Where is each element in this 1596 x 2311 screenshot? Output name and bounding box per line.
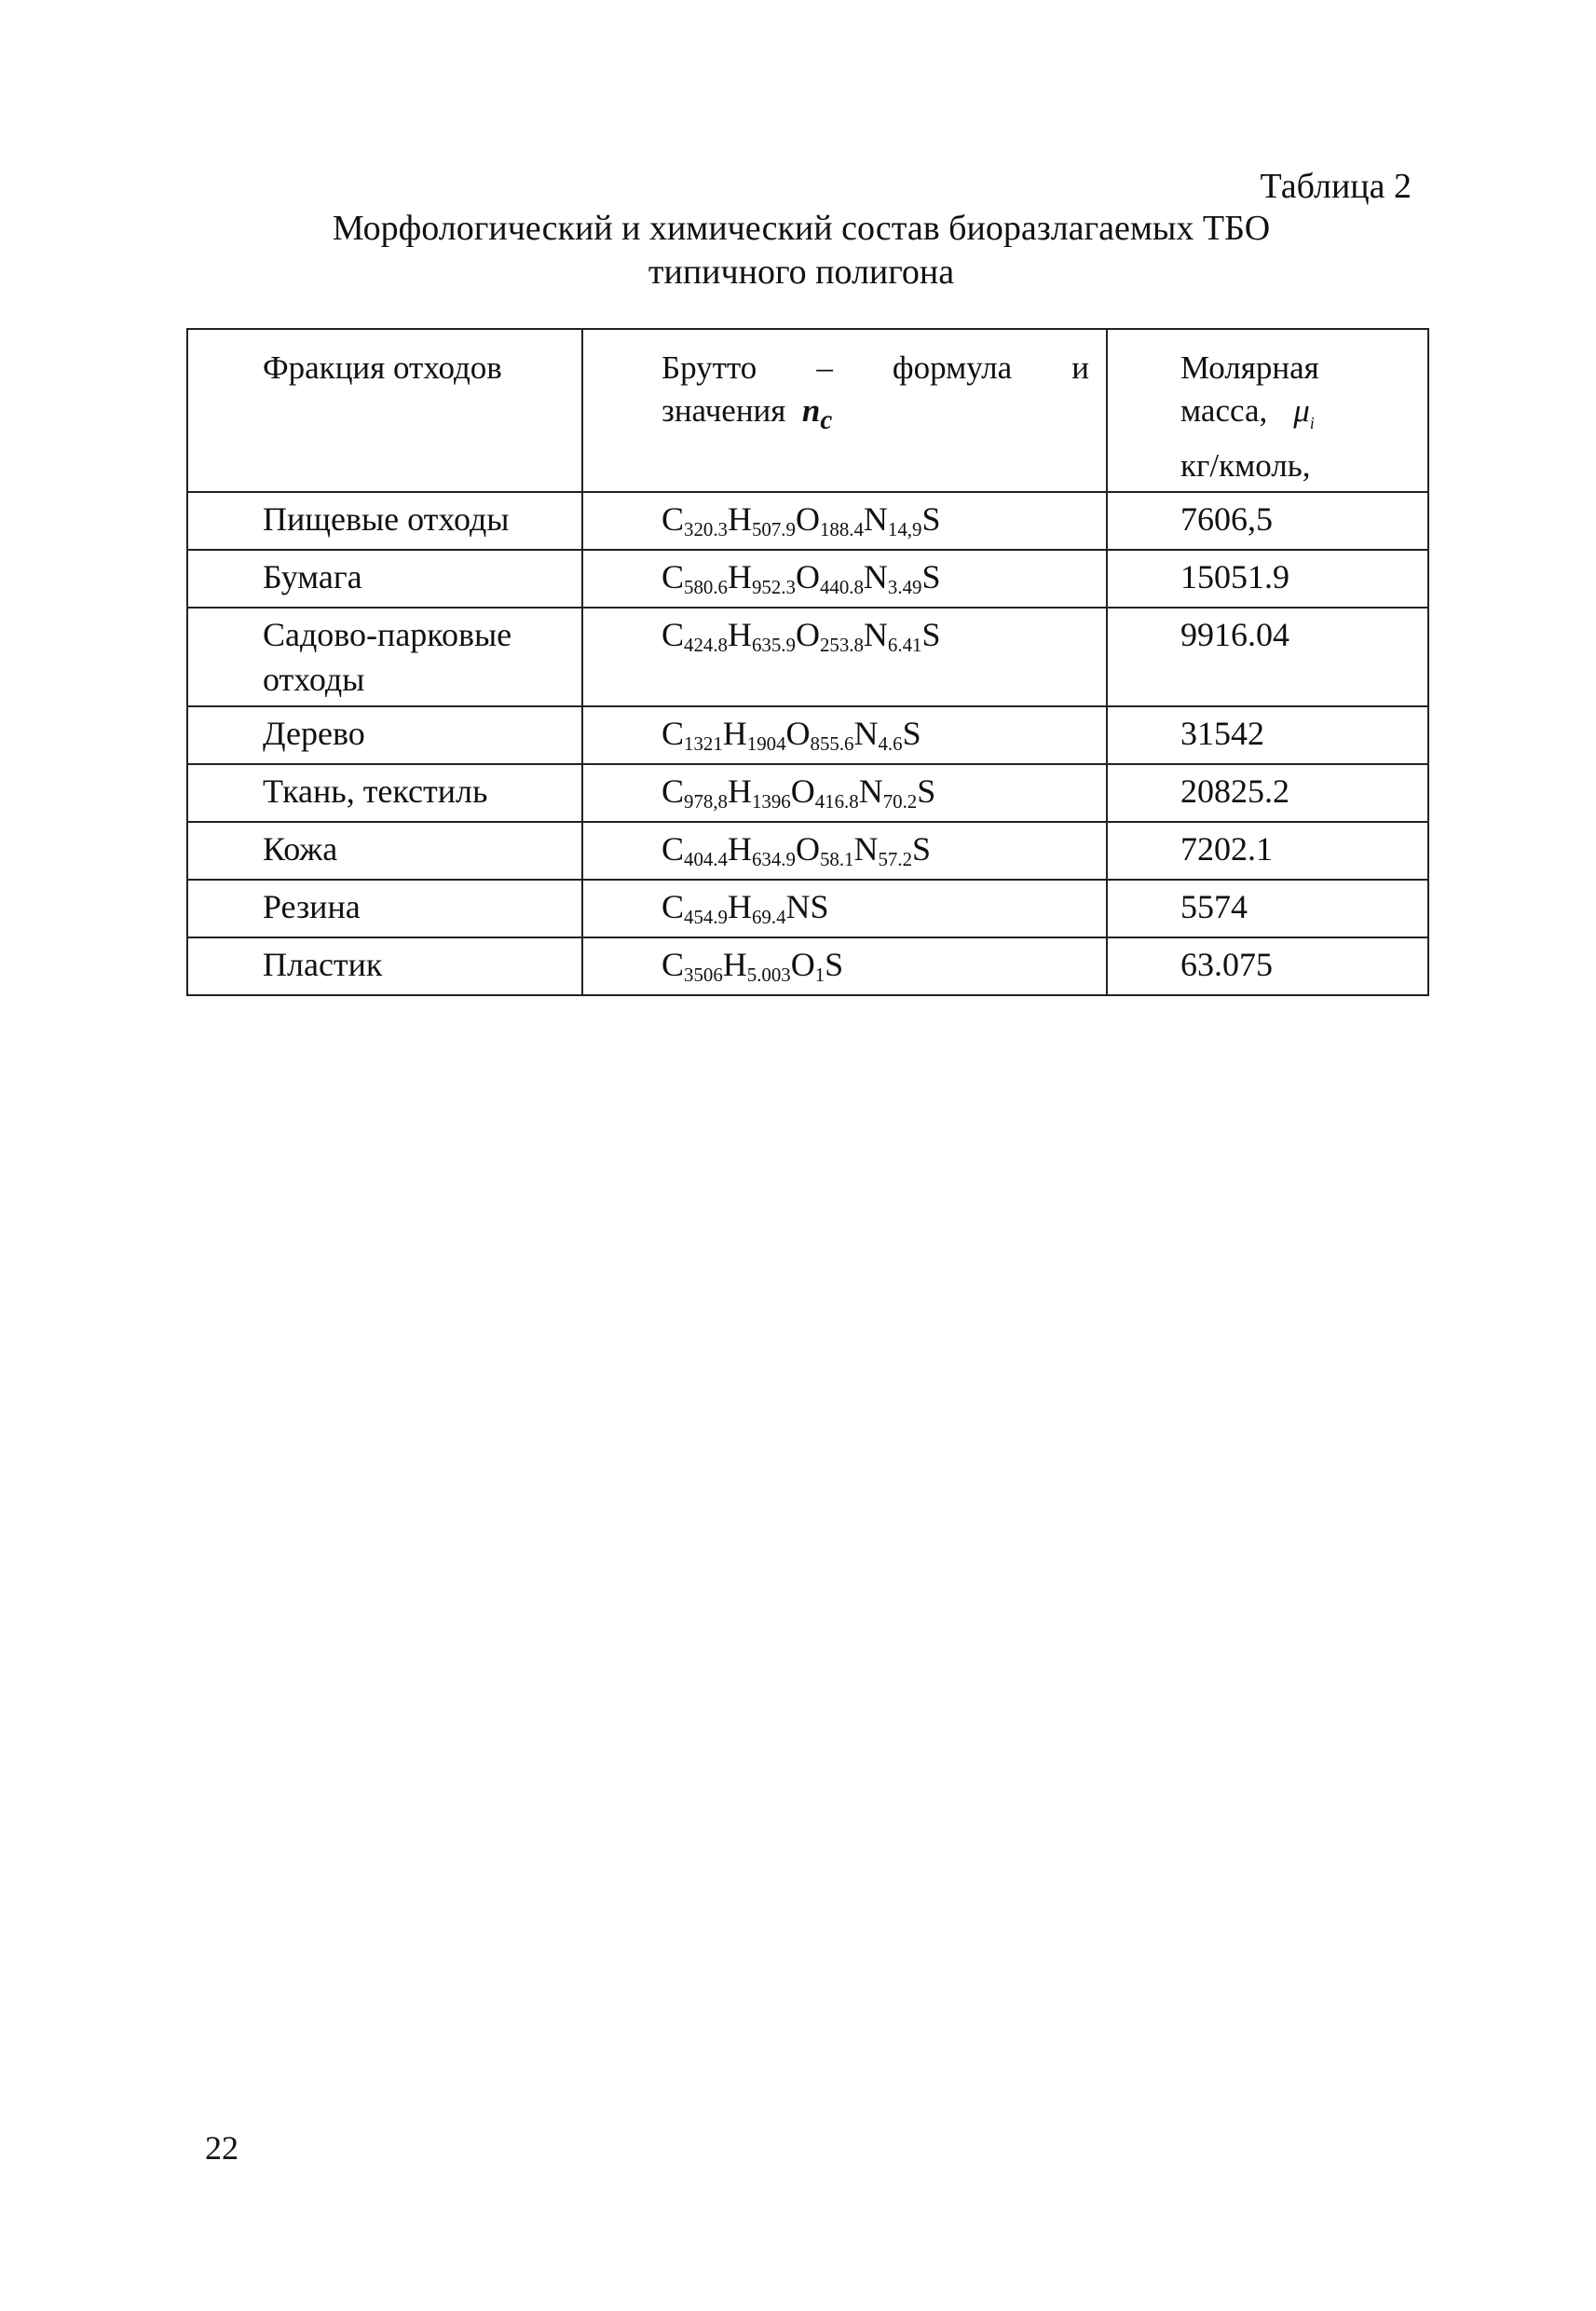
formula-element: S (917, 773, 936, 810)
table-title-line-2: типичного полигона (648, 253, 955, 292)
formula-subscript: 580.6 (684, 575, 728, 598)
table-row (187, 937, 1428, 995)
formula-element: N (863, 500, 888, 538)
cell-formula (582, 880, 1107, 937)
cell-molar-mass: 9916.04 (1107, 608, 1428, 706)
header-formula-line-1: Брутто – формула и (662, 349, 1089, 386)
formula-subscript: 69.4 (751, 905, 786, 928)
cell-formula (582, 608, 1107, 706)
formula-element: S (921, 558, 941, 595)
formula-element: C (662, 715, 685, 752)
formula-subscript: 404.4 (684, 847, 728, 870)
formula-element: N (853, 715, 879, 752)
formula-subscript: 634.9 (751, 847, 796, 870)
table-row (187, 822, 1428, 880)
formula-subscript: 253.8 (819, 633, 864, 656)
table-row (187, 764, 1428, 822)
formula-element: C (662, 558, 685, 595)
cell-fraction: Пищевые отходы (187, 492, 582, 550)
header-formula-symbol: n (801, 392, 821, 429)
formula-element: O (785, 715, 811, 752)
formula-element: O (790, 946, 815, 983)
formula-element: S (825, 946, 844, 983)
formula-subscript: 1904 (746, 732, 786, 755)
table-row (187, 706, 1428, 764)
formula-subscript: 3.49 (887, 575, 922, 598)
formula-element: N (863, 558, 888, 595)
formula-subscript: 14,9 (887, 517, 922, 540)
formula-element: O (795, 616, 820, 653)
formula-subscript: 424.8 (684, 633, 728, 656)
formula-subscript: 5.003 (746, 963, 791, 986)
cell-fraction: Резина (187, 880, 582, 937)
formula-subscript: 635.9 (751, 633, 796, 656)
formula-element: C (662, 773, 685, 810)
table-row (187, 550, 1428, 608)
formula-subscript: 1 (814, 963, 825, 986)
header-mass-symbol: μ (1293, 392, 1310, 429)
formula-element: N (863, 616, 888, 653)
composition-table (186, 328, 1429, 996)
formula-element: N (858, 773, 883, 810)
header-formula (582, 329, 1107, 492)
cell-molar-mass: 15051.9 (1107, 550, 1428, 608)
header-mass-line-3: кг/кмоль, (1180, 447, 1311, 484)
cell-formula (582, 764, 1107, 822)
header-mass-line-2: масса, (1180, 392, 1268, 429)
formula-subscript: 6.41 (887, 633, 922, 656)
cell-molar-mass: 20825.2 (1107, 764, 1428, 822)
formula-element: S (902, 715, 921, 752)
table-title-line-1: Морфологический и химический состав биоразлагаемых ТБО (332, 209, 1271, 248)
formula-element: H (727, 500, 752, 538)
formula-subscript: 454.9 (684, 905, 728, 928)
header-mass-line-1: Молярная (1180, 349, 1319, 386)
formula-subscript: 320.3 (684, 517, 728, 540)
formula-element: H (727, 558, 752, 595)
formula-subscript: 978,8 (684, 789, 728, 813)
cell-fraction: Бумага (187, 550, 582, 608)
table-row (187, 492, 1428, 550)
cell-formula (582, 937, 1107, 995)
formula-element: H (727, 888, 752, 925)
formula-element: C (662, 500, 685, 538)
formula-element: O (795, 500, 820, 538)
header-mass-symbol-sub: i (1309, 414, 1315, 432)
formula-subscript: 855.6 (810, 732, 854, 755)
header-mass (1107, 329, 1428, 492)
formula-element: C (662, 830, 685, 868)
cell-formula (582, 706, 1107, 764)
page-number: 22 (205, 2129, 239, 2167)
cell-fraction: Пластик (187, 937, 582, 995)
formula-element: H (722, 715, 747, 752)
formula-subscript: 440.8 (819, 575, 864, 598)
cell-formula (582, 550, 1107, 608)
formula-element: N (853, 830, 879, 868)
formula-element: C (662, 946, 685, 983)
formula-subscript: 952.3 (751, 575, 796, 598)
formula-subscript: 1396 (751, 789, 791, 813)
formula-element: H (722, 946, 747, 983)
formula-element: C (662, 616, 685, 653)
formula-element: S (921, 616, 941, 653)
formula-element: S (912, 830, 932, 868)
cell-molar-mass: 31542 (1107, 706, 1428, 764)
formula-element: O (795, 558, 820, 595)
formula-element: H (727, 616, 752, 653)
formula-element: O (795, 830, 820, 868)
cell-molar-mass: 63.075 (1107, 937, 1428, 995)
formula-subscript: 70.2 (882, 789, 918, 813)
formula-subscript: 58.1 (819, 847, 854, 870)
formula-subscript: 4.6 (878, 732, 903, 755)
formula-subscript: 1321 (684, 732, 723, 755)
cell-molar-mass: 7202.1 (1107, 822, 1428, 880)
table-body (187, 492, 1428, 995)
header-fraction: Фракция отходов (187, 329, 582, 492)
cell-fraction: Кожа (187, 822, 582, 880)
formula-subscript: 507.9 (751, 517, 796, 540)
formula-subscript: 416.8 (814, 789, 859, 813)
cell-fraction: Дерево (187, 706, 582, 764)
formula-subscript: 3506 (684, 963, 723, 986)
header-formula-line-2: значения (662, 392, 786, 429)
cell-fraction: Садово-парковые отходы (187, 608, 582, 706)
formula-element: H (727, 830, 752, 868)
cell-formula (582, 492, 1107, 550)
cell-molar-mass: 5574 (1107, 880, 1428, 937)
cell-fraction: Ткань, текстиль (187, 764, 582, 822)
formula-element: N (785, 888, 811, 925)
header-formula-symbol-sub: c (820, 405, 833, 435)
table-row (187, 880, 1428, 937)
table-header-row (187, 329, 1428, 492)
formula-element: S (921, 500, 941, 538)
formula-subscript: 57.2 (878, 847, 913, 870)
table-title (186, 207, 1416, 294)
formula-element: H (727, 773, 752, 810)
cell-formula (582, 822, 1107, 880)
formula-subscript: 188.4 (819, 517, 864, 540)
cell-molar-mass: 7606,5 (1107, 492, 1428, 550)
formula-element: S (810, 888, 829, 925)
formula-element: O (790, 773, 815, 810)
table-row (187, 608, 1428, 706)
table-number: Таблица 2 (1260, 167, 1412, 206)
formula-element: C (662, 888, 685, 925)
